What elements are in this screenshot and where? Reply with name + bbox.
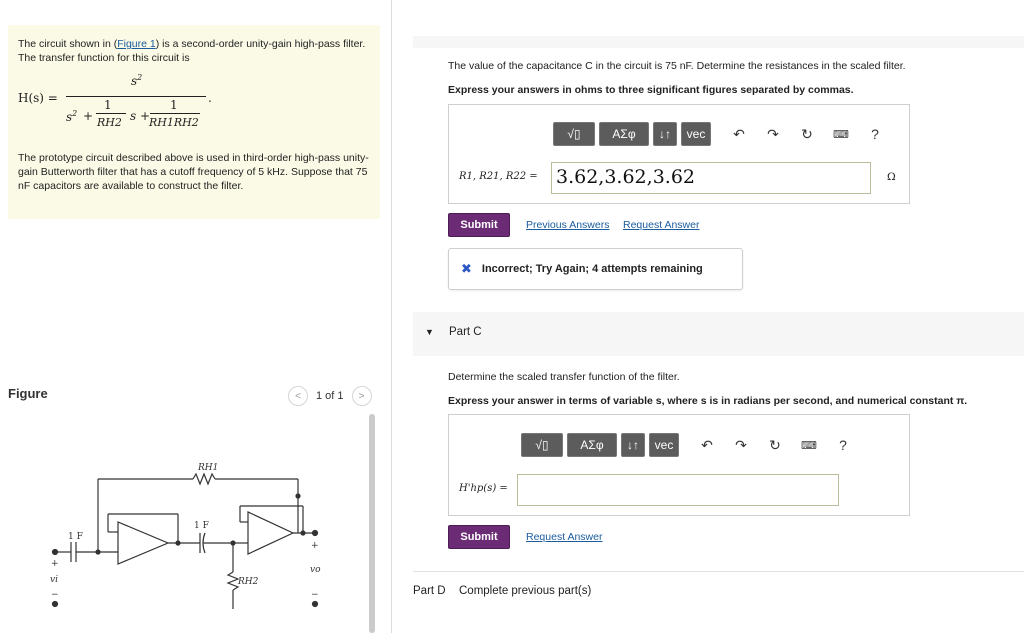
undo-icon[interactable]: ↶ bbox=[733, 125, 745, 142]
den-s2: $s^2$ bbox=[66, 109, 78, 124]
page-indicator: 1 of 1 bbox=[316, 390, 344, 402]
redo-icon[interactable]: ↷ bbox=[767, 125, 779, 142]
part-c-answer-input[interactable] bbox=[517, 474, 839, 506]
circuit-diagram bbox=[8, 414, 368, 633]
figure-pager bbox=[288, 386, 372, 406]
vo-plus: + bbox=[311, 541, 319, 551]
part-c-prompt: Determine the scaled transfer function of the filter. bbox=[448, 371, 680, 383]
keyboard-icon[interactable]: ⌨ bbox=[833, 128, 849, 141]
label-vo: vo bbox=[310, 565, 321, 575]
part-b-request-answer-link[interactable]: Request Answer bbox=[623, 219, 700, 231]
prev-figure-button[interactable]: < bbox=[288, 386, 308, 406]
vi-plus: + bbox=[51, 559, 59, 569]
resistor-rh1 bbox=[193, 474, 215, 484]
frac1-num: 1 bbox=[104, 98, 112, 112]
input-terminal-top bbox=[53, 550, 58, 555]
left-column bbox=[0, 0, 392, 633]
part-c-math-toolbar bbox=[521, 433, 853, 457]
opamp-2 bbox=[248, 512, 293, 554]
feedback-text: Incorrect; Try Again; 4 attempts remaining bbox=[481, 263, 703, 275]
reset-icon[interactable]: ↻ bbox=[769, 436, 781, 453]
transfer-function-formula bbox=[18, 69, 370, 151]
part-c-request-answer-link[interactable]: Request Answer bbox=[526, 531, 603, 543]
resistor-rh2 bbox=[228, 572, 238, 590]
part-b-answer-label: R1, R21, R22 = bbox=[459, 171, 538, 182]
label-rh2: RH2 bbox=[238, 577, 259, 587]
vector-button[interactable]: vec bbox=[649, 433, 679, 457]
part-b-math-toolbar bbox=[553, 122, 885, 146]
intro-text-end: ) is a second-order unity-gain high-pass filter. The transfer function for this circuit is bbox=[18, 38, 366, 64]
circuit-figure bbox=[8, 414, 380, 633]
part-b-submit-button[interactable]: Submit bbox=[448, 213, 510, 237]
figure-label: Figure bbox=[8, 386, 48, 401]
opamp-1 bbox=[118, 522, 168, 564]
part-c-answer-label: H'hp(s) = bbox=[459, 483, 508, 494]
problem-statement bbox=[8, 25, 380, 219]
output-terminal-top bbox=[313, 531, 318, 536]
problem-scenario: The prototype circuit described above is used in third-order high-pass unity-gain Butterworth filter that has a cutoff frequency of 5 kHz. Suppose that 75 nF capacitors are available to construct the filter. bbox=[18, 152, 369, 192]
template-button[interactable]: √▯ bbox=[553, 122, 595, 146]
keyboard-icon[interactable]: ⌨ bbox=[801, 439, 817, 452]
frac1-den: RH2 bbox=[97, 116, 122, 129]
formula-period: . bbox=[208, 91, 212, 105]
next-figure-button[interactable]: > bbox=[352, 386, 372, 406]
help-icon[interactable]: ? bbox=[871, 126, 879, 142]
part-b-prompt: The value of the capacitance C in the circuit is 75 nF. Determine the resistances in the scaled filter. bbox=[448, 60, 906, 72]
help-icon[interactable]: ? bbox=[839, 437, 847, 453]
previous-answers-link[interactable]: Previous Answers bbox=[526, 219, 610, 231]
undo-icon[interactable]: ↶ bbox=[701, 436, 713, 453]
main-fraction-bar bbox=[66, 96, 206, 97]
sub-sup-button[interactable]: ↓↑ bbox=[621, 433, 645, 457]
part-c-title: Part C bbox=[449, 326, 482, 338]
template-button[interactable]: √▯ bbox=[521, 433, 563, 457]
problem-intro bbox=[18, 37, 370, 65]
formula-numerator: $s^2$ bbox=[131, 73, 143, 88]
divider bbox=[413, 571, 1024, 572]
label-rh1: RH1 bbox=[198, 463, 219, 473]
frac1-bar bbox=[96, 113, 126, 114]
right-column bbox=[413, 0, 1024, 633]
label-vi: vi bbox=[50, 575, 58, 585]
part-d-text: Complete previous part(s) bbox=[459, 585, 592, 597]
den-plus: + bbox=[83, 109, 94, 123]
vector-button[interactable]: vec bbox=[681, 122, 711, 146]
caret-down-icon[interactable]: ▼ bbox=[425, 327, 434, 337]
part-c-answer-box bbox=[448, 414, 910, 516]
intro-text: The circuit shown in ( bbox=[18, 38, 118, 50]
part-c-submit-button[interactable]: Submit bbox=[448, 525, 510, 549]
den-s: s + bbox=[130, 109, 151, 123]
formula-lhs: H(s) = bbox=[18, 91, 58, 105]
greek-symbols-button[interactable]: ΑΣφ bbox=[599, 122, 649, 146]
x-icon: ✖ bbox=[461, 261, 472, 276]
frac2-num: 1 bbox=[170, 98, 178, 112]
part-b-answer-input[interactable]: 3.62,3.62,3.62 bbox=[551, 162, 871, 194]
frac2-den: RH1RH2 bbox=[149, 116, 199, 129]
input-terminal-bottom bbox=[53, 602, 58, 607]
reset-icon[interactable]: ↻ bbox=[801, 125, 813, 142]
unit-ohm: Ω bbox=[887, 171, 896, 183]
figure-scrollbar[interactable] bbox=[369, 414, 375, 633]
greek-symbols-button[interactable]: ΑΣφ bbox=[567, 433, 617, 457]
label-cap2: 1 F bbox=[194, 521, 209, 531]
part-b-instruction: Express your answers in ohms to three significant figures separated by commas. bbox=[448, 84, 854, 96]
part-c-instruction: Express your answer in terms of variable s, where s is in radians per second, and numerical constant π. bbox=[448, 395, 968, 407]
feedback-box bbox=[448, 248, 743, 290]
sub-sup-button[interactable]: ↓↑ bbox=[653, 122, 677, 146]
part-d-title: Part D bbox=[413, 585, 446, 597]
label-cap1: 1 F bbox=[68, 532, 83, 542]
vo-minus: − bbox=[311, 590, 319, 600]
frac2-bar bbox=[150, 113, 200, 114]
part-b-header-band bbox=[413, 36, 1024, 48]
vi-minus: − bbox=[51, 590, 59, 600]
part-c-header[interactable] bbox=[413, 312, 1024, 356]
redo-icon[interactable]: ↷ bbox=[735, 436, 747, 453]
output-terminal-bottom bbox=[313, 602, 318, 607]
figure-link[interactable]: Figure 1 bbox=[117, 38, 156, 50]
scrollbar-thumb[interactable] bbox=[369, 414, 375, 633]
part-b-answer-box bbox=[448, 104, 910, 204]
